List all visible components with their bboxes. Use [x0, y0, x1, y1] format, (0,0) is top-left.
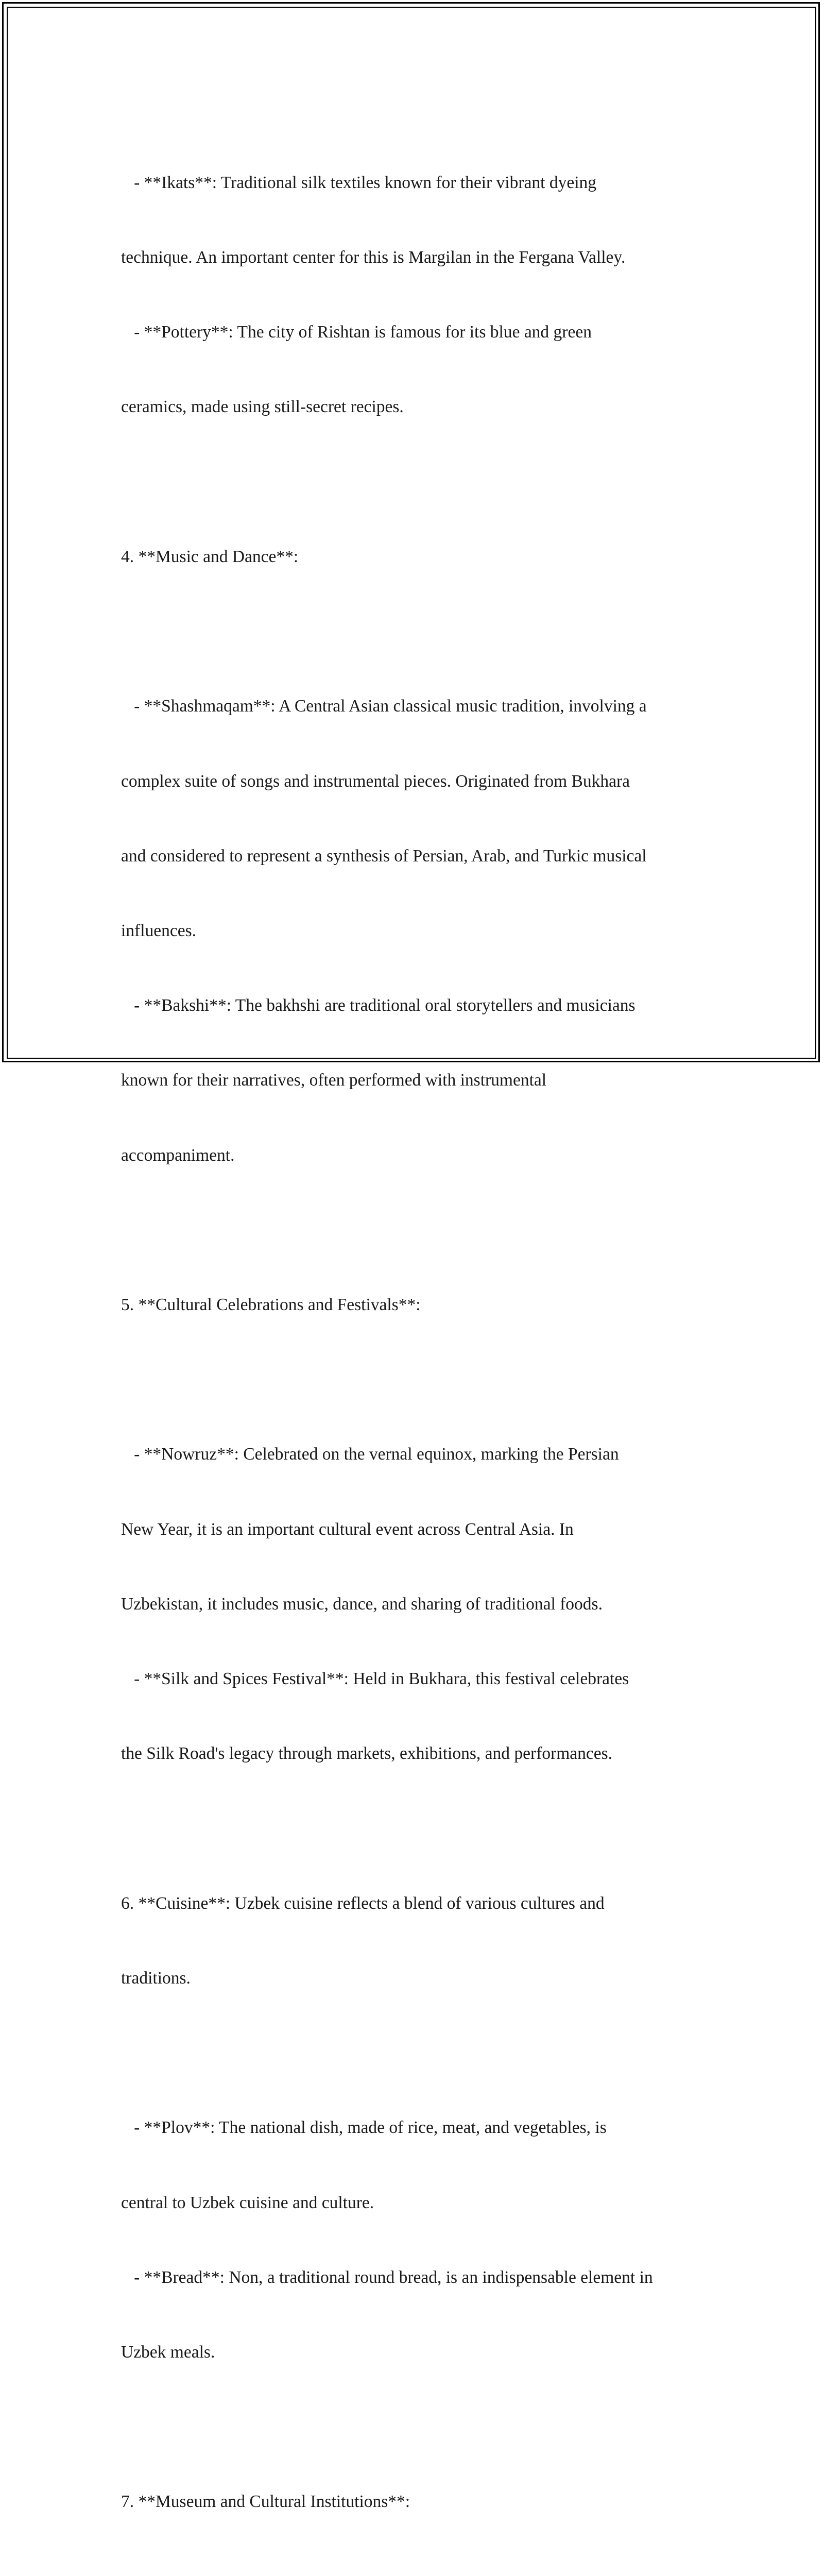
blank-line [121, 1367, 718, 1392]
section-heading: 6. **Cuisine**: Uzbek cuisine reflects a blend of various cultures and [121, 1893, 605, 1913]
text-line: - **Bakshi**: The bakhshi are traditional oral storytellers and musicians [121, 996, 636, 1015]
text-line: accompaniment. [121, 1145, 235, 1165]
text-line: Uzbek meals. [121, 2343, 215, 2362]
section-heading: 7. **Museum and Cultural Institutions**: [121, 2492, 410, 2512]
text-line: - **Bread**: Non, a traditional round bread, is an indispensable element in [121, 2267, 653, 2287]
text-line: and considered to represent a synthesis of Persian, Arab, and Turkic musical [121, 846, 647, 866]
section-heading: 5. **Cultural Celebrations and Festivals**: [121, 1295, 421, 1315]
blank-line [121, 1817, 718, 1841]
text-line: - **Plov**: The national dish, made of rice, meat, and vegetables, is [121, 2118, 607, 2138]
text-line: influences. [121, 921, 197, 940]
blank-line [121, 470, 718, 495]
text-line: Uzbekistan, it includes music, dance, and sharing of traditional foods. [121, 1594, 603, 1614]
text-line: - **Nowruz**: Celebrated on the vernal equinox, marking the Persian [121, 1445, 619, 1464]
document-body [121, 121, 718, 2576]
text-line: traditions. [121, 1968, 191, 1988]
text-line: the Silk Road's legacy through markets, exhibitions, and performances. [121, 1744, 613, 1764]
section-heading: 4. **Music and Dance**: [121, 547, 299, 566]
text-line: - **Pottery**: The city of Rishtan is famous for its blue and green [121, 323, 592, 342]
text-line: technique. An important center for this is Margilan in the Fergana Valley. [121, 248, 626, 267]
text-line: known for their narratives, often performed with instrumental [121, 1071, 547, 1090]
text-line: ceramics, made using still-secret recipes. [121, 397, 404, 417]
text-line: - **Shashmaqam**: A Central Asian classical music tradition, involving a [121, 697, 647, 716]
blank-line [121, 2041, 718, 2065]
blank-line [121, 1218, 718, 1243]
blank-line [121, 2415, 718, 2439]
text-line: New Year, it is an important cultural event across Central Asia. In [121, 1519, 574, 1539]
text-line: complex suite of songs and instrumental pieces. Originated from Bukhara [121, 771, 630, 791]
text-line: - **Silk and Spices Festival**: Held in Bukhara, this festival celebrates [121, 1669, 629, 1689]
blank-line [121, 619, 718, 644]
blank-line [121, 2565, 718, 2576]
text-line: - **Ikats**: Traditional silk textiles known for their vibrant dyeing [121, 173, 597, 192]
text-line: central to Uzbek cuisine and culture. [121, 2193, 374, 2212]
